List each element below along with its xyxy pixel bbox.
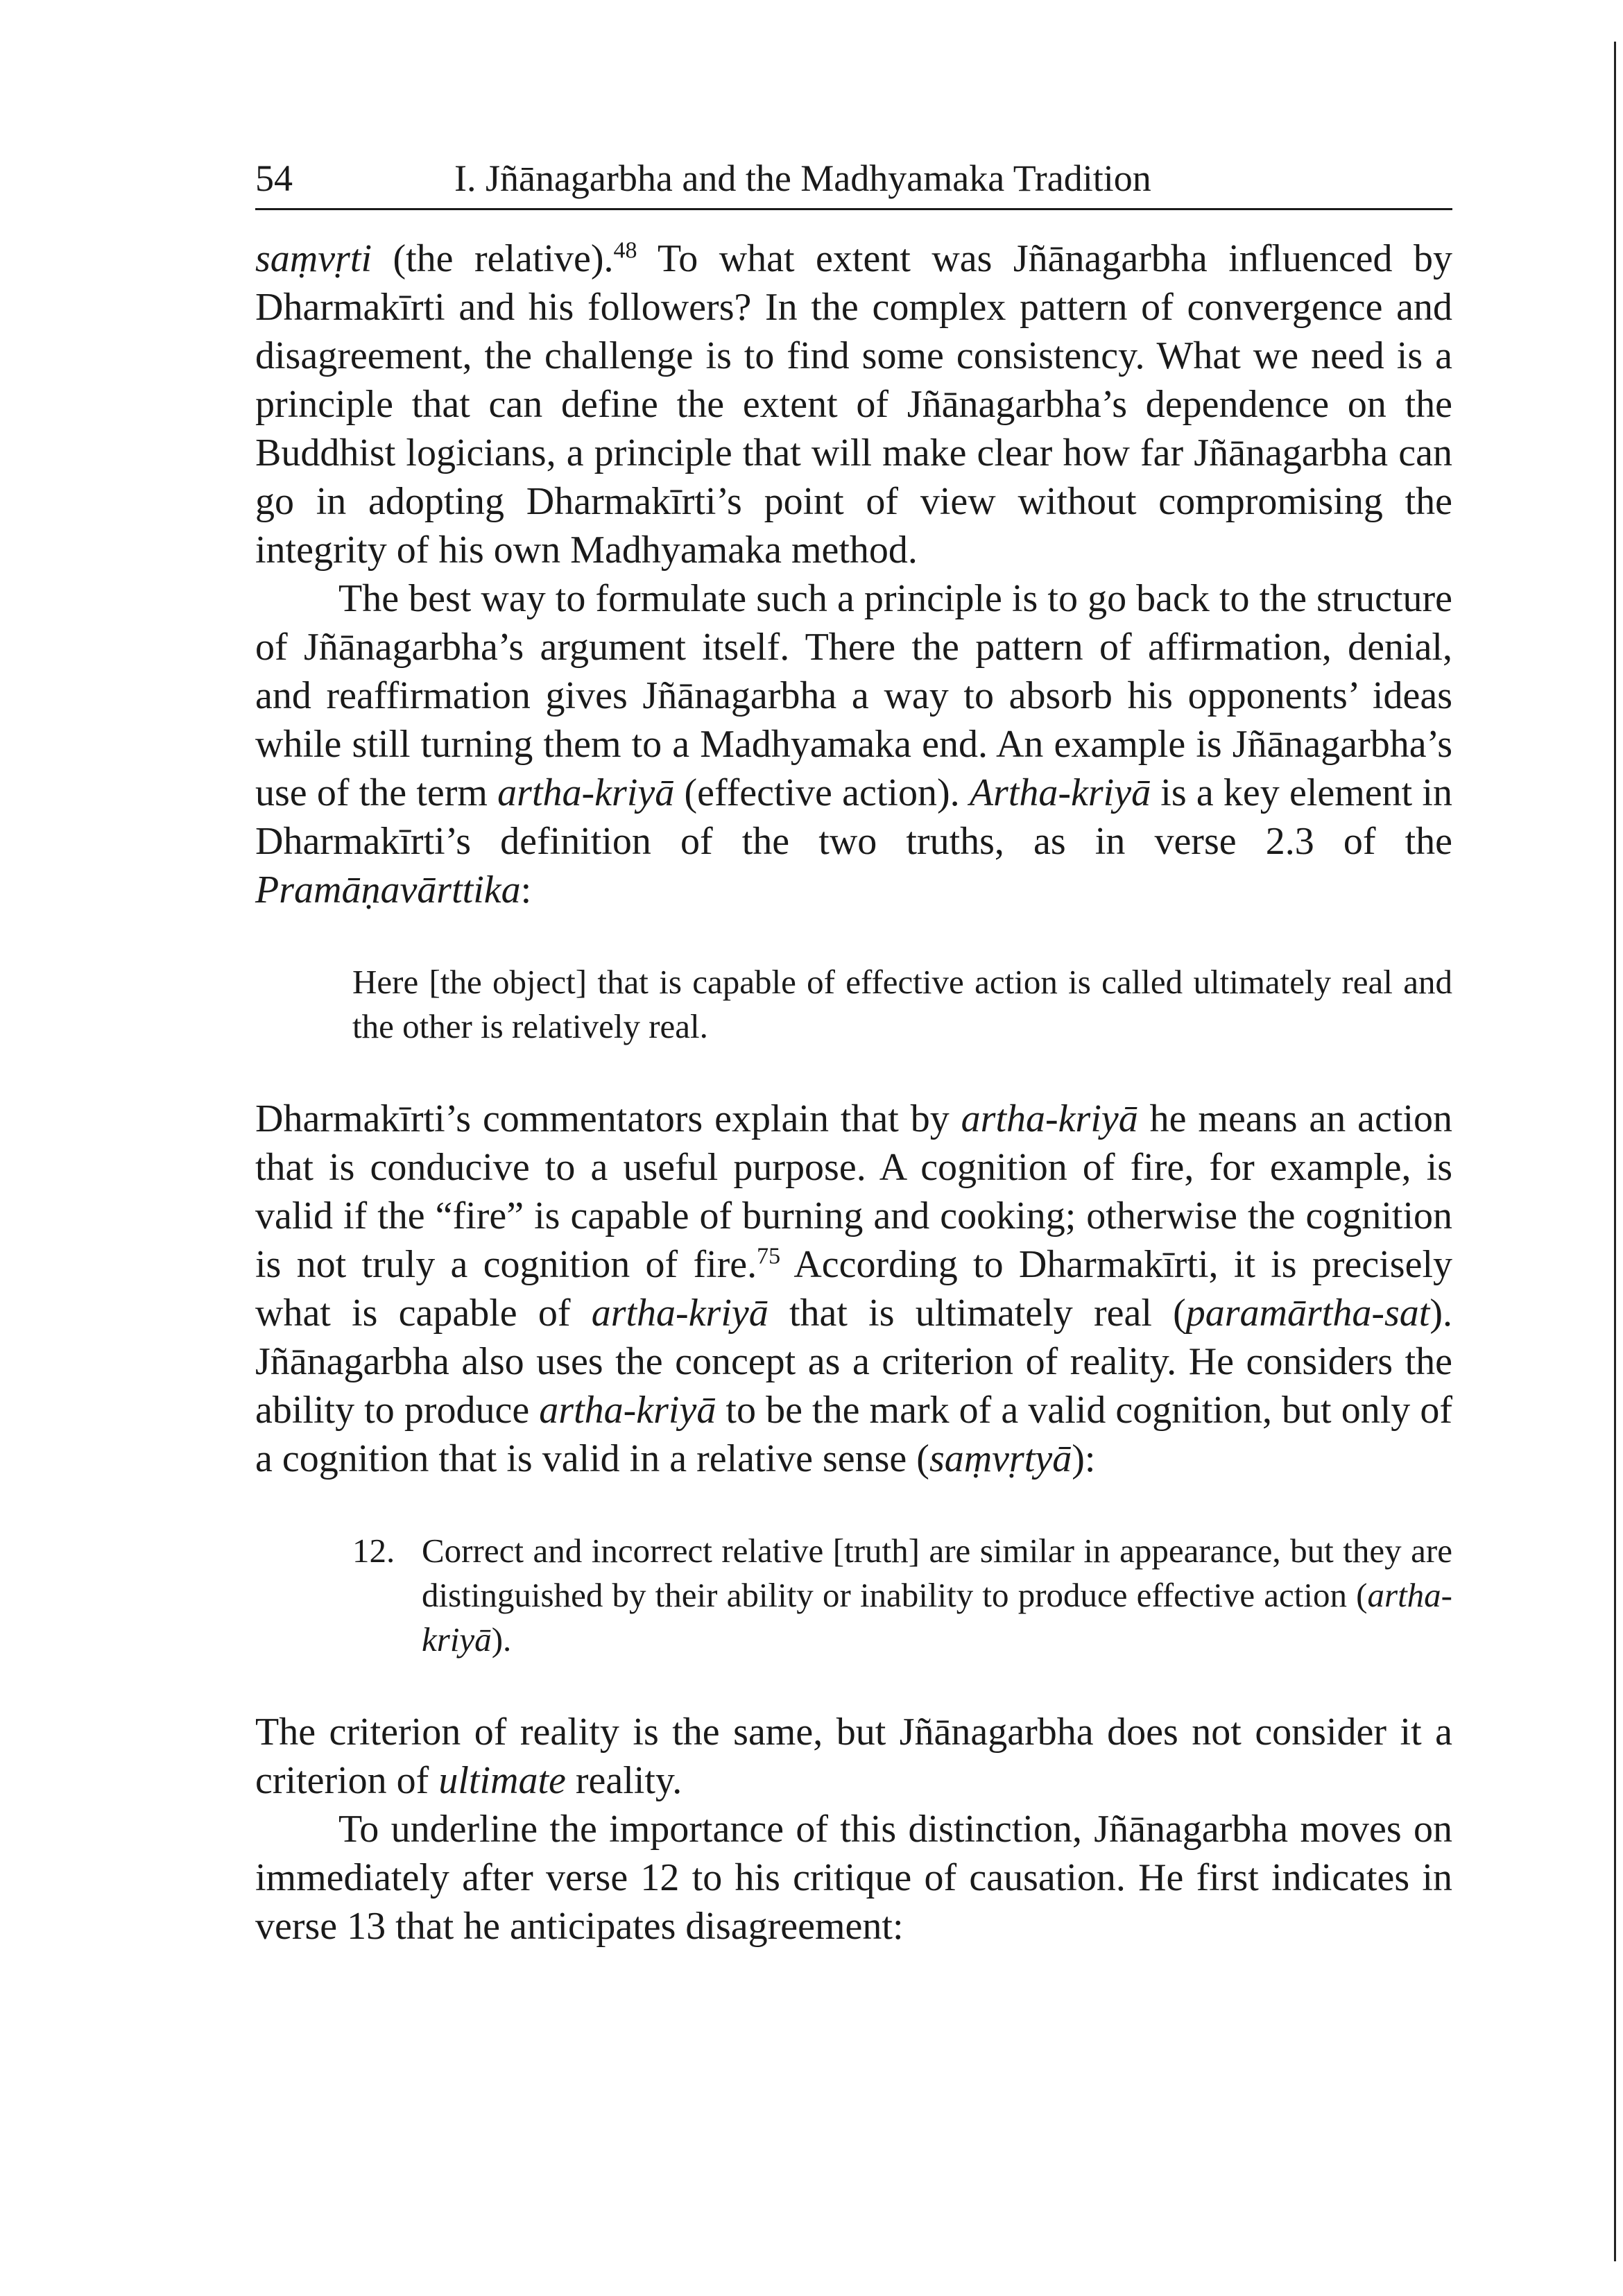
text-run: he means an action that is conducive to a useful purpose. A cognition of fire, for example, is valid if the “fire” is capable of burning and cooking; otherwise the cognition is not truly a cognition of fire.: [255, 1097, 1453, 1286]
text-run: Dharmakīrti’s commentators explain that by: [255, 1097, 961, 1140]
page-number: 54: [255, 157, 293, 199]
text-run: ).: [491, 1620, 512, 1659]
term-artha-kriya: artha-kriyā: [961, 1097, 1138, 1140]
term-ultimate: ultimate: [438, 1759, 566, 1802]
text-run: The criterion of reality is the same, but Jñānagarbha does not consider it a criterion of: [255, 1711, 1452, 1802]
verse-12: [352, 1529, 1452, 1662]
text-run: To what extent was Jñānagarbha influenced by Dharmakīrti and his followers? In the complex pattern of convergence and disagreement, the challenge is to find some consistency. What we need is a principle that can define the extent of Jñānagarbha’s dependence on the Buddhist logicians, a principle that will make clear how far Jñānagarbha can go in adopting Dharmakīrti’s point of view without compromising the integrity of his own Madhyamaka method.: [255, 237, 1452, 572]
term-artha-kriya: artha-kriyā: [422, 1576, 1452, 1659]
paragraph-2: [255, 574, 1452, 914]
running-head: I. Jñānagarbha and the Madhyamaka Tradition: [454, 157, 1151, 199]
text-run: is a key element in Dharmakīrti’s definition of the two truths, as in verse 2.3 of the: [255, 771, 1452, 863]
verse-number: 12.: [352, 1532, 395, 1570]
footnote-ref-75: 75: [757, 1243, 781, 1269]
text-run: To underline the importance of this distinction, Jñānagarbha moves on immediately after verse 12 to his critique of causation. He first indicates in verse 13 that he anticipates disagreement:: [255, 1808, 1452, 1948]
verse-text: [422, 1529, 1452, 1662]
text-run: According to Dharmakīrti, it is precisely what is capable of: [255, 1243, 1452, 1335]
text-run: to be the mark of a valid cognition, but only of a cognition that is valid in a relative sense (: [255, 1389, 1452, 1480]
term-samvrti: saṃvṛti: [255, 237, 372, 280]
text-run: that is ultimately real (: [768, 1292, 1186, 1335]
text-run: The best way to formulate such a principle is to go back to the structure of Jñānagarbha’s argument itself. There the pattern of affirmation, denial, and reaffirmation gives Jñānagarbha a way to absorb his opponents’ ideas while still turning them to a Madhyamaka end. An example is Jñānagarbha’s use of the term: [255, 577, 1452, 814]
text-run: reality.: [565, 1759, 682, 1802]
text-run: (effective action).: [674, 771, 970, 814]
term-artha-kriya: artha-kriyā: [497, 771, 675, 814]
text-run: :: [520, 868, 532, 911]
footnote-ref-48: 48: [613, 237, 637, 264]
text-run: Correct and incorrect relative [truth] are similar in appearance, but they are distinguished by their ability or inability to produce effective action (: [422, 1532, 1452, 1614]
text-run: ):: [1072, 1437, 1096, 1480]
paragraph-5: [255, 1805, 1452, 1951]
term-artha-kriya: artha-kriyā: [591, 1292, 768, 1335]
term-artha-kriya: artha-kriyā: [539, 1389, 716, 1432]
paragraph-4: [255, 1708, 1452, 1805]
term-paramartha-sat: paramārtha-sat: [1185, 1292, 1430, 1335]
page-edge: [1614, 42, 1616, 2261]
text-run: (the relative).: [372, 237, 614, 280]
running-header: [255, 154, 1452, 210]
title-pramanavarttika: Pramāṇavārttika: [255, 868, 521, 911]
block-quote: Here [the object] that is capable of effective action is called ultimately real and the other is relatively real.: [352, 963, 1452, 1045]
text-run: ). Jñānagarbha also uses the concept as a criterion of reality. He considers the ability to produce: [255, 1292, 1453, 1432]
paragraph-1: [255, 234, 1452, 574]
paragraph-3: [255, 1095, 1452, 1483]
term-artha-kriya: Artha-kriyā: [969, 771, 1151, 814]
body-text: [255, 234, 1452, 1951]
term-samvrtya: saṃvṛtyā: [929, 1437, 1072, 1480]
